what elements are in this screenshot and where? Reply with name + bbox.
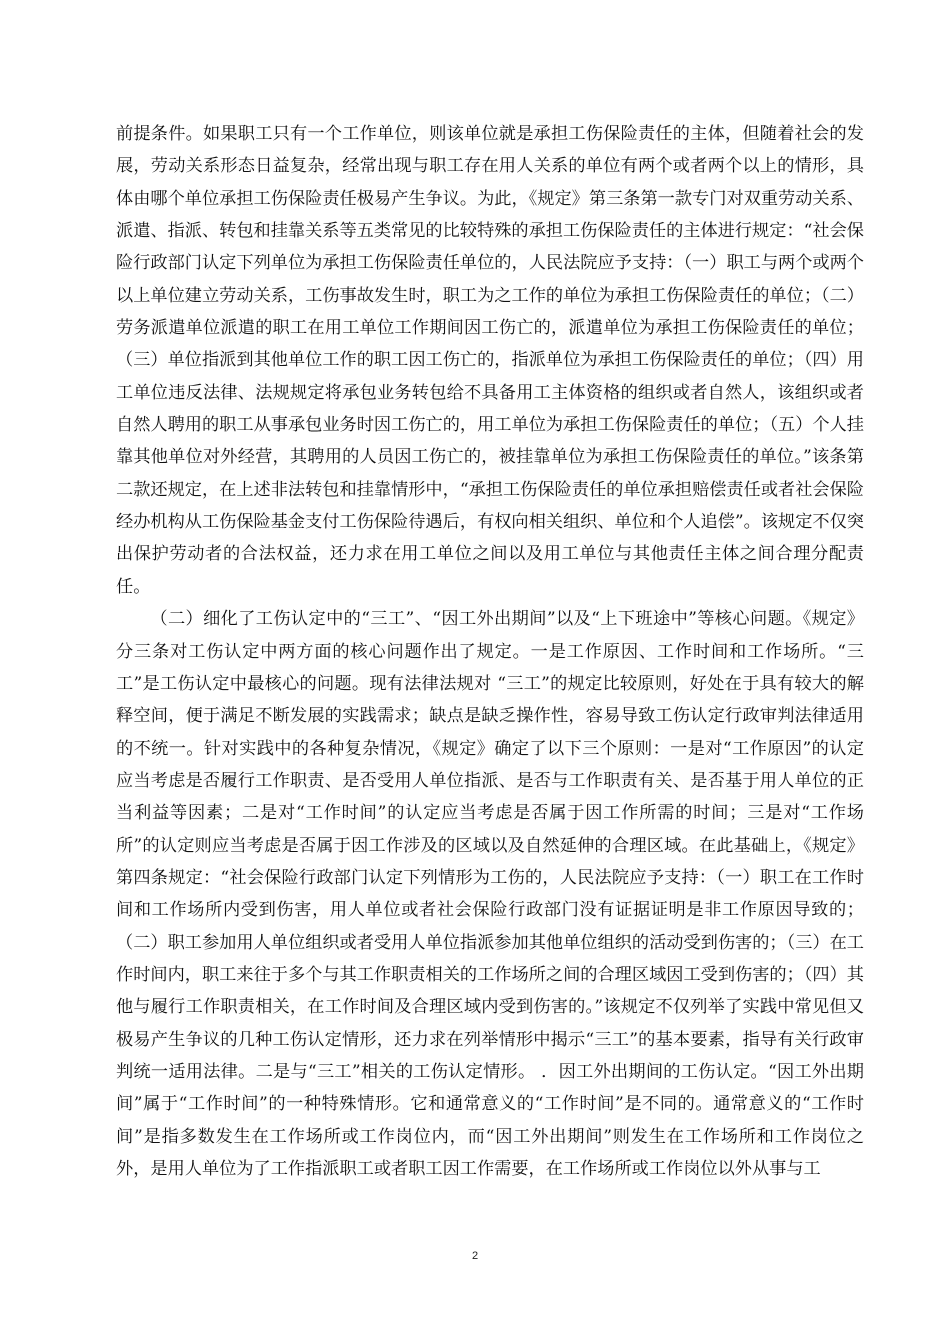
page-number: 2	[471, 1250, 479, 1262]
body-text	[116, 118, 864, 1185]
paragraph-2: （二）细化了工伤认定中的“三工”、“因工外出期间”以及“上下班途中”等核心问题。《规定》分三条对工伤认定中两方面的核心问题作出了规定。一是工作原因、工作时间和工作场所。“三工”是工伤认定中最核心的问题。现有法律法规对 “三工”的规定比较原则，好处在于具有较大的解释空间，便于满足不断发展的实践需求；缺点是缺乏操作性，容易导致工伤认定行政审判法律适用的不统一。针对实践中的各种复杂情况，《规定》确定了以下三个原则：一是对“工作原因”的认定应当考虑是否履行工作职责、是否受用人单位指派、是否与工作职责有关、是否基于用人单位的正当利益等因素；二是对“工作时间”的认定应当考虑是否属于因工作所需的时间；三是对“工作场所”的认定则应当考虑是否属于因工作涉及的区域以及自然延伸的合理区域。在此基础上，《规定》第四条规定：“社会保险行政部门认定下列情形为工伤的，人民法院应予支持：（一）职工在工作时间和工作场所内受到伤害，用人单位或者社会保险行政部门没有证据证明是非工作原因导致的；（二）职工参加用人单位组织或者受用人单位指派参加其他单位组织的活动受到伤害的；（三）在工作时间内，职工来往于多个与其工作职责相关的工作场所之间的合理区域因工受到伤害的；（四）其他与履行工作职责相关，在工作时间及合理区域内受到伤害的。”该规定不仅列举了实践中常见但又极易产生争议的几种工伤认定情形，还力求在列举情形中揭示“三工”的基本要素，指导有关行政审判统一适用法律。二是与“三工”相关的工伤认定情形。 ．因工外出期间的工伤认定。“因工外出期间”属于“工作时间”的一种特殊情形。它和通常意义的“工作时间”是不同的。通常意义的“工作时间”是指多数发生在工作场所或工作岗位内，而“因工外出期间”则发生在工作场所和工作岗位之外，是用人单位为了工作指派职工或者职工因工作需要，在工作场所或工作岗位以外从事与工	[116, 609, 864, 1179]
paragraph-1: 前提条件。如果职工只有一个工作单位，则该单位就是承担工伤保险责任的主体，但随着社会的发展，劳动关系形态日益复杂，经常出现与职工存在用人关系的单位有两个或者两个以上的情形，具体由哪个单位承担工伤保险责任极易产生争议。为此，《规定》第三条第一款专门对双重劳动关系、派遣、指派、转包和挂靠关系等五类常见的比较特殊的承担工伤保险责任的主体进行规定：“社会保险行政部门认定下列单位为承担工伤保险责任单位的，人民法院应予支持：（一）职工与两个或两个以上单位建立劳动关系，工伤事故发生时，职工为之工作的单位为承担工伤保险责任的单位；（二）劳务派遣单位派遣的职工在用工单位工作期间因工伤亡的，派遣单位为承担工伤保险责任的单位；（三）单位指派到其他单位工作的职工因工伤亡的，指派单位为承担工伤保险责任的单位；（四）用工单位违反法律、法规规定将承包业务转包给不具备用工主体资格的组织或者自然人，该组织或者自然人聘用的职工从事承包业务时因工伤亡的，用工单位为承担工伤保险责任的单位；（五）个人挂靠其他单位对外经营，其聘用的人员因工伤亡的，被挂靠单位为承担工伤保险责任的单位。”该条第二款还规定，在上述非法转包和挂靠情形中，“承担工伤保险责任的单位承担赔偿责任或者社会保险经办机构从工伤保险基金支付工伤保险待遇后，有权向相关组织、单位和个人追偿”。该规定不仅突出保护劳动者的合法权益，还力求在用工单位之间以及用工单位与其他责任主体之间合理分配责任。	[116, 124, 864, 597]
